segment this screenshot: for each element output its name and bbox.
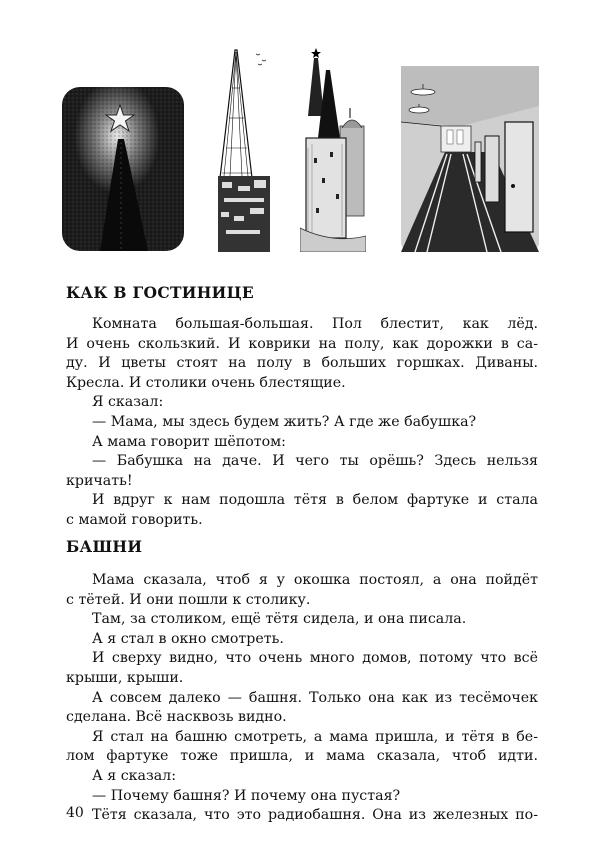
text-line: А я сказал: [92,767,176,784]
text-line: А совсем далеко — башня. Только она как из тесёмочек [92,689,538,706]
text-line: А я стал в окно смотреть. [92,630,284,647]
dialogue-line: — Бабушка на даче. И чего ты орёшь? Здесь нельзя [92,453,538,470]
text-line: Кресла. И столики очень блестящие. [66,374,346,391]
section-body-towers [66,571,538,826]
section-title-hotel: КАК В ГОСТИНИЦЕ [66,283,255,302]
text-line: ду. И цветы стоят на полу в больших горшках. Диваны. [66,355,538,372]
text-line: И вдруг к нам подошла тётя в белом фартуке и стала [92,492,538,509]
text-line: с мамой говорить. [66,511,203,528]
text-line: крыши, крыши. [66,669,184,686]
section-body-hotel [66,315,538,531]
text-line: лом фартуке тоже пришла, и мама сказала, чтоб идти. [66,748,538,765]
text-line: сделана. Всё насквозь видно. [66,709,287,726]
page-number: 40 [66,805,84,821]
text-line: И очень скользкий. И коврики на полу, как дорожки в са- [66,335,538,352]
text-line: с тётей. И они пошли к столику. [66,591,311,608]
text-line: И сверху видно, что очень много домов, потому что всё [92,650,538,667]
dialogue-line: — Мама, мы здесь будем жить? А где же бабушка? [92,413,477,430]
text-line: Там, за столиком, ещё тётя сидела, и она писала. [92,611,467,628]
shukhov-tower-illustration [218,48,270,252]
text-line: Я сказал: [92,394,164,411]
kremlin-towers-illustration [300,48,366,252]
section-title-towers: БАШНИ [66,537,143,556]
text-line: Я стал на башню смотреть, а мама пришла, и тётя в бе- [92,728,538,745]
hotel-corridor-illustration [401,66,539,252]
text-line: кричать! [66,472,133,489]
dialogue-line: — Почему башня? И почему она пустая? [92,787,401,804]
kremlin-star-illustration [62,87,184,251]
text-line: А мама говорит шёпотом: [92,433,286,450]
text-line: Тётя сказала, что это радиобашня. Она из железных по- [92,807,538,824]
text-line: Комната большая-большая. Пол блестит, как лёд. [92,316,538,332]
text-line: Мама сказала, чтоб я у окошка постоял, а она пойдёт [92,572,538,588]
